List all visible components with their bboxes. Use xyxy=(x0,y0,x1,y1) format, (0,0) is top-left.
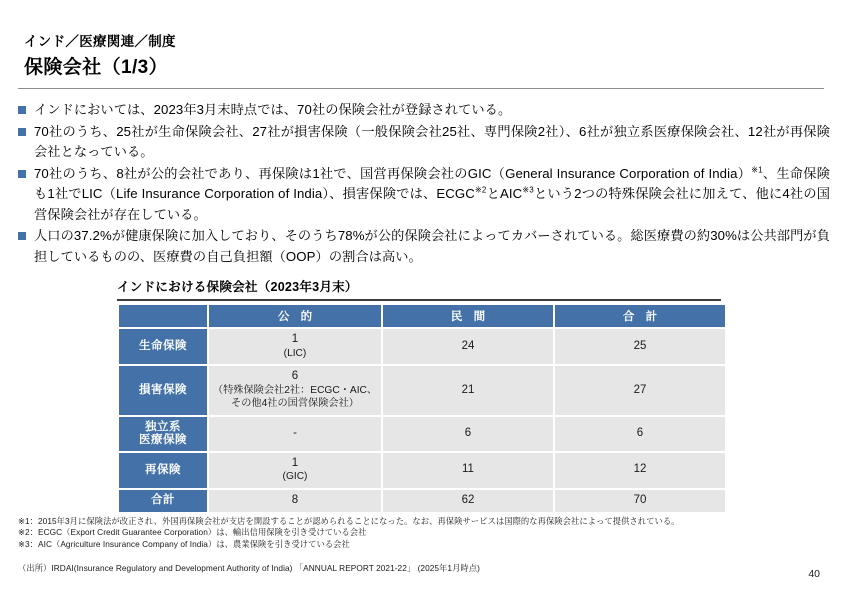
cell-life-private: 24 xyxy=(383,329,553,364)
cell-nonlife-public-note2: その他4社の国営保険会社） xyxy=(231,398,359,409)
breadcrumb-kicker: インド／医療関連／制度 xyxy=(24,34,176,49)
cell-grand-total-private: 62 xyxy=(383,490,553,512)
cell-nonlife-private: 21 xyxy=(383,366,553,415)
title-divider xyxy=(18,88,824,89)
table-row xyxy=(119,490,725,512)
table-title-divider xyxy=(117,299,721,301)
row-header-grand-total: 合計 xyxy=(119,490,207,512)
footnote-2: ※2：ECGC（Export Credit Guarantee Corporation）は、輸出信用保険を引き受けている会社 xyxy=(18,527,367,538)
cell-life-public-note: (LIC) xyxy=(283,347,307,359)
cell-nonlife-public xyxy=(209,366,381,415)
cell-grand-total-public: 8 xyxy=(209,490,381,512)
bullet-list xyxy=(18,100,830,268)
source-citation: （出所）IRDAI(Insurance Regulatory and Development Authority of India) 「ANNUAL REPORT 2021-22」 (2025年1月時点) xyxy=(18,563,480,573)
cell-reinsurance-public-value: 1 xyxy=(291,456,299,469)
cell-grand-total-total: 70 xyxy=(555,490,725,512)
cell-reinsurance-total: 12 xyxy=(555,453,725,488)
insurers-table-block xyxy=(117,276,721,514)
bullet-public-part3: とAIC xyxy=(486,186,523,201)
bullet-public-part1: 70社のうち、8社が公的会社であり、再保険は1社で、国営再保険会社のGIC（General Insurance Corporation of India） xyxy=(34,165,752,181)
list-item xyxy=(18,164,830,226)
row-header-standalone-health xyxy=(119,417,207,451)
table-row xyxy=(119,329,725,364)
column-header-public: 公 的 xyxy=(209,305,381,327)
cell-reinsurance-private: 11 xyxy=(383,453,553,488)
bullet-registered-count: インドにおいては、2023年3月末時点では、70社の保険会社が登録されている。 xyxy=(34,102,512,117)
cell-reinsurance-public xyxy=(209,453,381,488)
cell-standalone-total: 6 xyxy=(555,417,725,451)
row-header-reinsurance: 再保険 xyxy=(119,453,207,488)
footnote-ref-1: ※1 xyxy=(751,165,763,175)
bullet-public-part2: 、生命保険も1社でLIC（Life Insurance Corporation of India）、損害保険では、ECGC xyxy=(34,165,831,201)
footnote-list xyxy=(18,516,828,550)
list-item xyxy=(18,122,830,163)
bullet-public-part4: という2つの特殊保険会社に加えて、他に4社の国営保険会社が存在している。 xyxy=(34,186,831,222)
footnote-1: ※1：2015年3月に保険法が改正され、外国再保険会社が支店を開設することが認められることになった。なお、再保険サービスは国際的な再保険会社によって提供されている。 xyxy=(18,516,680,526)
cell-nonlife-public-note: （特殊保険会社2社：ECGC・AIC、 xyxy=(212,384,378,396)
cell-nonlife-total: 27 xyxy=(555,366,725,415)
list-item xyxy=(18,100,830,121)
cell-nonlife-public-value: 6 xyxy=(291,370,299,382)
cell-reinsurance-public-note: (GIC) xyxy=(282,471,308,482)
footnote-ref-2: ※2 xyxy=(474,185,487,195)
insurers-table xyxy=(117,303,727,514)
table-title: インドにおける保険会社（2023年3月末） xyxy=(117,280,358,294)
table-row xyxy=(119,366,725,415)
row-header-standalone-line2: 医療保険 xyxy=(139,433,187,446)
list-item xyxy=(18,226,830,267)
bullet-coverage: 人口の37.2%が健康保険に加入しており、そのうち78%が公的保険会社によってカバーされている。総医療費の約30%は公共部門が負担しているものの、医療費の自己負担額（OOP）の割合は高い。 xyxy=(34,228,830,264)
table-header-row xyxy=(119,305,725,327)
square-bullet-icon xyxy=(18,232,26,240)
page-title: 保険会社（1/3） xyxy=(24,57,169,78)
table-row xyxy=(119,453,725,488)
cell-life-public xyxy=(209,329,381,364)
cell-life-public-value: 1 xyxy=(291,333,299,345)
bullet-breakdown: 70社のうち、25社が生命保険会社、27社が損害保険（一般保険会社25社、専門保険2社）、6社が独立系医療保険会社、12社が再保険会社となっている。 xyxy=(34,123,830,159)
square-bullet-icon xyxy=(18,170,26,178)
cell-standalone-private: 6 xyxy=(383,417,553,451)
cell-standalone-public: - xyxy=(209,417,381,451)
column-header-total: 合 計 xyxy=(555,305,725,327)
column-header-private: 民 間 xyxy=(383,305,553,327)
square-bullet-icon xyxy=(18,106,26,114)
row-header-nonlife-insurance: 損害保険 xyxy=(119,366,207,415)
table-corner-cell xyxy=(119,305,207,327)
cell-life-total: 25 xyxy=(555,329,725,364)
row-header-standalone-line1: 独立系 xyxy=(145,420,181,433)
row-header-life-insurance: 生命保険 xyxy=(119,329,207,364)
page-number: 40 xyxy=(808,568,820,580)
square-bullet-icon xyxy=(18,128,26,136)
footnote-3: ※3：AIC（Agriculture Insurance Company of India）は、農業保険を引き受けている会社 xyxy=(18,538,350,549)
table-row xyxy=(119,417,725,451)
footnote-ref-3: ※3 xyxy=(522,185,534,195)
bullet-public-companies xyxy=(34,164,830,226)
